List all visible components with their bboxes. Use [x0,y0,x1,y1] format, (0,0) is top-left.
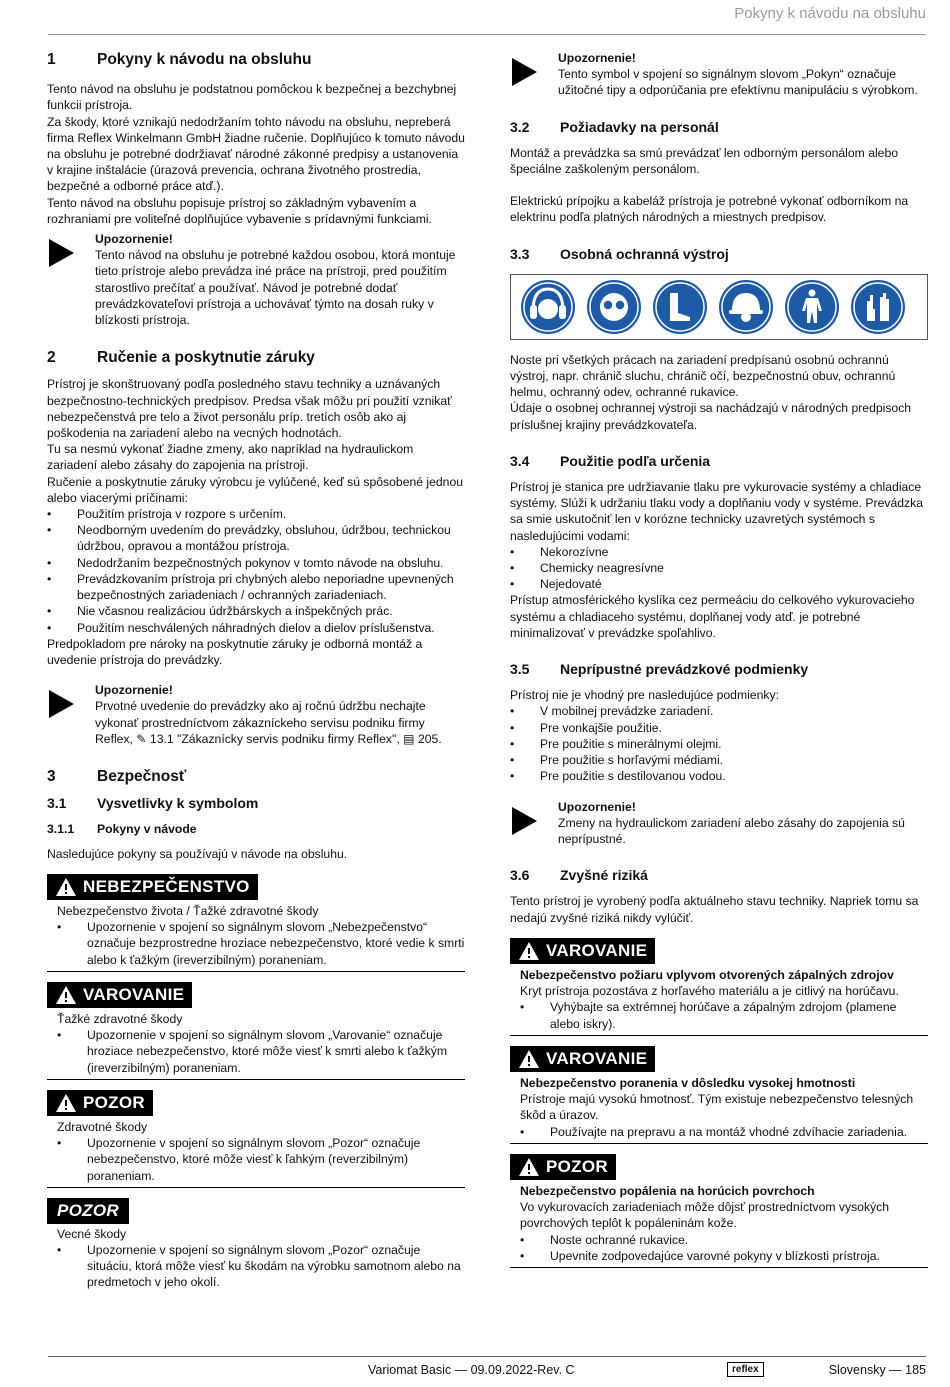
list-item: • Noste ochranné rukavice. [520,1232,928,1248]
section-3-5-heading: 3.5 Neprípustné prevádzkové podmienky [510,661,809,678]
note-box [47,682,465,747]
danger-badge: NEBEZPEČENSTVO [47,874,258,900]
warning-triangle-icon [518,941,540,961]
sec2-p1: Prístroj je skonštruovaný podľa posledného stavu techniky a uznávaných bezpečnostno-technických predpisov. Predsa však môžu pri použití vznikať nebezpečenstvá pre telo a život personálu príp. tretích osôb ako aj poškodenia na zariadení alebo na vecných hodnotách. [47,377,452,441]
sec34-p1: Prístroj je stanica pre udržiavanie tlaku pre vykurovacie systémy a chladiace systémy. Slúži k udržaniu tlaku vody a doplňaniu vody v systéme. Prevádzka sa smie uskutočniť len v korózne technicky uzavretých systémoch s nasledujúcimi vodami: [510,480,923,543]
list-item: • Používajte na prepravu a na montáž vhodné zdvíhacie zariadenia. [520,1124,928,1140]
ppe-icon-strip [510,274,928,340]
list-item: • Použitím prístroja v rozpore s určením. [47,506,465,522]
section-1-heading: 1 Pokyny k návodu na obsluhu [47,51,312,68]
warning-triangle-icon [55,877,77,897]
sec311-text: Nasledujúce pokyny sa používajú v návode na obsluhu. [47,846,348,861]
note-text: Zmeny na hydraulickom zariadení alebo zásahy do zapojenia sú neprípustné. [558,815,905,846]
list-item: • Nekorozívne [510,544,928,560]
section-3-1-1-heading: 3.1.1 Pokyny v návode [47,822,197,837]
list-item: • Upozornenie v spojení so signálnym slovom „Nebezpečenstvo“ označuje bezprostredne hroziace nebezpečenstvo, ktoré vedie k smrti alebo k ťažkým (ireverzibilným) poraneniam. [57,919,465,968]
note-text: Prvotné uvedenie do prevádzky ako aj ročnú údržbu nechajte vykonať prostredníctvom zákazníckeho servisu podniku firmy Reflex, ✎ 13.1 "Zákaznícky servis podniku firmy Reflex", ▤ 205. [95,699,442,746]
running-header: Pokyny k návodu na obsluhu [734,5,926,22]
note-box [47,231,465,328]
conditions-list [510,703,928,784]
warning-subtitle: Nebezpečenstvo požiaru vplyvom otvorených zápalných zdrojov [520,967,894,982]
warning-triangle-icon [55,1093,77,1113]
caution-box [47,1090,465,1188]
list-item: • Pre použitie s horľavými médiami. [510,752,928,768]
arrow-icon [512,58,537,86]
note-text: Tento návod na obsluhu je potrebné každou osobou, ktorá montuje tieto prístroje alebo prevádza iné práce na prístroji, pred použitím starostlivo prečítať a používať. Návod je potrebné dodať prevádzkovateľovi prístroja a uchovávať týmto na dosah ruky v blízkosti prístroja. [95,248,456,328]
footer-rule [48,1356,926,1357]
footer-document-info: Variomat Basic — 09.09.2022-Rev. C [368,1363,575,1377]
warning-box [47,982,465,1080]
list-item: • Pre použitie s destilovanou vodou. [510,768,928,784]
section-3-6-heading: 3.6 Zvyšné riziká [510,867,648,884]
sec35-p1: Prístroj nie je vhodný pre nasledujúce podmienky: [510,688,779,703]
sec32-p2: Elektrickú prípojku a kabeláž prístroja je potrebné vykonať odborníkom na elektrinu podľa platných národných a miestnych predpisov. [510,194,909,225]
warning-triangle-icon [55,985,77,1005]
sec33-p2: Údaje o osobnej ochrannej výstroji sa nachádzajú v národných predpisoch príslušnej krajiny prevádzkovateľa. [510,401,912,432]
arrow-icon [49,690,74,718]
left-column [47,50,465,1294]
ear-protection-icon [520,279,576,335]
safety-boots-icon [652,279,708,335]
list-item: • V mobilnej prevádzke zariadení. [510,703,928,719]
caution-badge: POZOR [510,1154,616,1180]
goggles-icon [586,279,642,335]
header-rule [48,34,926,35]
helmet-icon [718,279,774,335]
section-3-2-heading: 3.2 Požiadavky na personál [510,118,719,135]
sec2-p2: Tu sa nesmú vykonať žiadne zmeny, ako napríklad na hydraulickom zariadení alebo zásahy do zapojenia na prístroji. [47,442,414,473]
list-item: • Chemicky neagresívne [510,560,928,576]
warning-text: Vo vykurovacích zariadeniach môže dôjsť prostredníctvom vysokých povrchových teplôt k popáleninám kože. [520,1200,890,1231]
sec1-p1: Tento návod na obsluhu je podstatnou pomôckou k bezpečnej a bezchybnej funkcii prístroja. [47,82,457,113]
gloves-icon [850,279,906,335]
sec2-p3: Ručenie a poskytnutie záruky výrobcu je vylúčené, keď sú spôsobené jednou alebo viacerými príčinami: [47,474,464,505]
footer-page-number: Slovensky — 185 [828,1363,926,1377]
fire-warning-box [510,938,928,1036]
note-title: Upozornenie! [95,232,173,247]
warning-subtitle: Nebezpečenstvo poranenia v dôsledku vysokej hmotnosti [520,1075,856,1090]
liability-list [47,506,465,636]
warning-triangle-icon [518,1049,540,1069]
section-3-4-heading: 3.4 Použitie podľa určenia [510,452,711,469]
caution-badge: POZOR [47,1090,153,1116]
section-3-1-heading: 3.1 Vysvetlivky k symbolom [47,795,259,812]
protective-suit-icon [784,279,840,335]
list-item: • Pre použitie s minerálnymi olejmi. [510,736,928,752]
warning-subtitle: Zdravotné škody [57,1119,148,1134]
note-title: Upozornenie! [95,683,173,698]
warning-text: Kryt prístroja pozostáva z horľavého materiálu a je citlivý na horúčavu. [520,984,899,999]
warning-subtitle: Nebezpečenstvo popálenia na horúcich povrchoch [520,1183,815,1198]
warning-subtitle: Ťažké zdravotné škody [57,1011,183,1026]
sec1-p2: Za škody, ktoré vznikajú nedodržaním tohto návodu na obsluhu, nepreberá firma Reflex Winkelmann GmbH žiadne ručenie. Doplňujúco k tomuto návodu na obsluhu je potrebné dodržiavať národné zákonné predpisy a ustanovenia v krajine inštalácie (úrazová prevencia, ochrana životného prostredia, bezpečné a odborné práce atď.). [47,114,465,194]
danger-box [47,874,465,972]
list-item: • Vyhýbajte sa extrémnej horúčave a zápalným zdrojom (plamene alebo iskry). [520,999,928,1031]
list-item: • Pre vonkajšie použitie. [510,720,928,736]
sec34-p2: Prístup atmosférického kyslíka cez permeáciu do celkového vykurovacieho systému a chladiaceho systému, doplňanej vody atď. je potrebné minimalizovať v prevádzke spoľahlivo. [510,593,915,640]
sec32-p1: Montáž a prevádzka sa smú prevádzať len odborným personálom alebo špeciálne zaškoleným personálom. [510,145,899,177]
warning-badge: VAROVANIE [510,938,655,964]
section-3-heading: 3 Bezpečnosť [47,767,187,785]
note-text: Tento symbol v spojení so signálnym slovom „Pokyn“ označuje užitočné tipy a odporúčania pre efektívnu manipuláciu s výrobkom. [558,67,918,98]
caution-badge: POZOR [47,1198,129,1224]
warning-triangle-icon [518,1157,540,1177]
warning-subtitle: Nebezpečenstvo života / Ťažké zdravotné škody [57,903,319,918]
sec2-p4: Predpokladom pre nároky na poskytnutie záruky je odborná montáž a uvedenie prístroja do prevádzky. [47,636,423,667]
warning-subtitle: Vecné škody [57,1226,127,1241]
note-title: Upozornenie! [558,51,636,65]
list-item: • Nejedovaté [510,576,928,592]
list-item: • Neodborným uvedením do prevádzky, obsluhou, údržbou, technickou údržbou, opravou a montážou prístroja. [47,522,465,554]
note-box [510,799,928,848]
sec33-p1: Noste pri všetkých prácach na zariadení predpísanú osobnú ochrannú výstroj, napr. chránič sluchu, chránič očí, bezpečnostnú obuv, ochrannú helmu, ochranný odev, ochranné rukavice. [510,352,896,400]
section-2-heading: 2 Ručenie a poskytnutie záruky [47,349,315,367]
warning-badge: VAROVANIE [510,1046,655,1072]
note-box [510,50,928,99]
sec36-p1: Tento prístroj je vyrobený podľa aktuálneho stavu techniky. Napriek tomu sa nedajú zvyšné riziká nikdy vylúčiť. [510,894,919,925]
arrow-icon [512,807,537,835]
property-caution-box [47,1198,465,1294]
list-item: • Prevádzkovaním prístroja pri chybných alebo neporiadne upevnených bezpečnostných zariadeniach / ochranných zariadeniach. [47,571,465,603]
reflex-logo: reflex [727,1362,764,1377]
right-column [510,50,928,1268]
list-item: • Použitím neschválených náhradných dielov a dielov príslušenstva. [47,620,465,636]
list-item: • Upevnite zodpovedajúce varovné pokyny v blízkosti prístroja. [520,1248,928,1264]
arrow-icon [49,239,74,267]
weight-warning-box [510,1046,928,1144]
sec1-p3: Tento návod na obsluhu popisuje prístroj so základným vybavením a rozhraniami pre voliteľné doplňujúce vybavenie s prídavnými funkciami. [47,195,432,226]
warning-text: Prístroje majú vysokú hmotnosť. Tým existuje nebezpečenstvo telesných škôd a úrazov. [520,1092,914,1123]
section-3-3-heading: 3.3 Osobná ochranná výstroj [510,245,729,262]
list-item: • Nedodržaním bezpečnostných pokynov v tomto návode na obsluhu. [47,555,465,571]
list-item: • Upozornenie v spojení so signálnym slovom „Varovanie“ označuje hroziace nebezpečenstvo, ktoré môže viesť k smrti alebo k ťažkým (ireverzibilným) poraneniam. [57,1027,465,1076]
water-list [510,544,928,593]
warning-badge: VAROVANIE [47,982,192,1008]
note-title: Upozornenie! [558,799,636,814]
list-item: • Upozornenie v spojení so signálnym slovom „Pozor“ označuje nebezpečenstvo, ktoré môže viesť k ľahkým (reverzibilným) poraneniam. [57,1135,465,1184]
list-item: • Nie včasnou realizáciou údržbárskych a inšpekčných prác. [47,603,465,619]
list-item: • Upozornenie v spojení so signálnym slovom „Pozor“ označuje situáciu, ktorá môže viesť ku škodám na výrobku samotnom alebo na predmetoch v jeho okolí. [57,1242,465,1291]
burn-caution-box [510,1154,928,1268]
